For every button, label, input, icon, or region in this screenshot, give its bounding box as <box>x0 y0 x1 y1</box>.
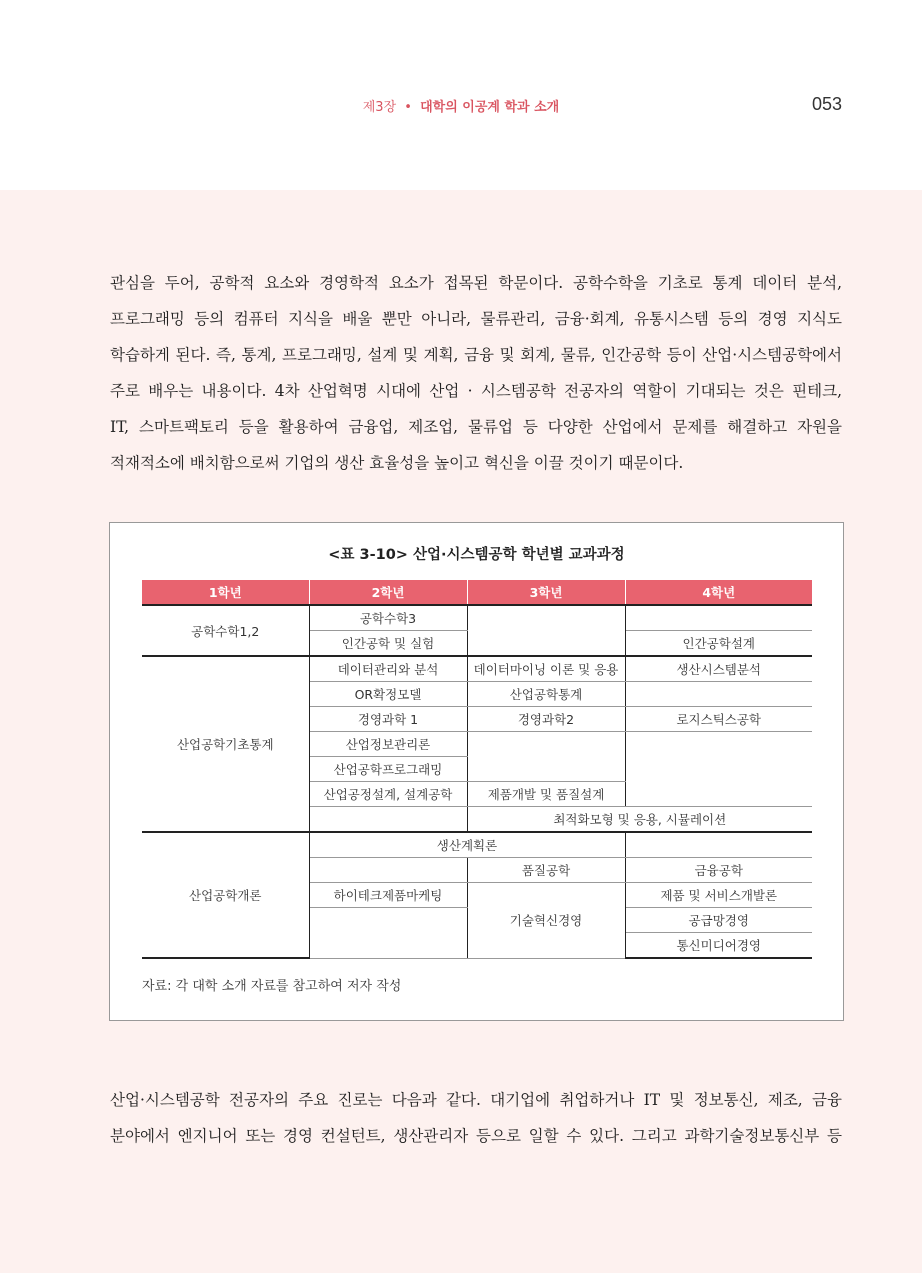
course-cell: 경영과학 1 <box>309 707 467 732</box>
course-cell: 산업공학프로그래밍 <box>309 757 467 782</box>
page-number: 053 <box>811 94 842 114</box>
header-year-1: 1학년 <box>142 580 309 605</box>
table-row <box>142 832 812 858</box>
course-cell: 기술혁신경영 <box>467 883 625 959</box>
course-cell: 산업공학기초통계 <box>142 656 309 832</box>
text-line: 관심을 두어, 공학적 요소와 경영학적 요소가 접목된 학문이다. 공학수학을 기초로 통계 데이터 분석, <box>110 274 842 292</box>
course-cell: 공학수학1,2 <box>142 605 309 656</box>
course-cell: 공급망경영 <box>625 908 812 933</box>
course-cell: 산업공학개론 <box>142 832 309 958</box>
table-source-note: 자료: 각 대학 소개 자료를 참고하여 저자 작성 <box>142 979 402 994</box>
body-paragraph-1 <box>110 265 842 481</box>
empty-cell <box>467 732 625 782</box>
table-caption: <표 3-10> 산업·시스템공학 학년별 교과과정 <box>328 547 625 563</box>
course-cell: 제품개발 및 품질설계 <box>467 782 625 807</box>
course-cell: 최적화모형 및 응용, 시뮬레이션 <box>467 807 812 833</box>
course-cell: 산업정보관리론 <box>309 732 467 757</box>
course-cell: 산업공학통계 <box>467 682 625 707</box>
course-cell: 생산계획론 <box>309 832 625 858</box>
text-line: 적재적소에 배치함으로써 기업의 생산 효율성을 높이고 혁신을 이끌 것이기 때문이다. <box>110 454 684 472</box>
table-row <box>142 656 812 682</box>
course-cell: 제품 및 서비스개발론 <box>625 883 812 908</box>
empty-cell <box>625 832 812 858</box>
chapter-separator: • <box>404 100 412 115</box>
empty-cell <box>467 605 625 656</box>
text-line: 프로그래밍 등의 컴퓨터 지식을 배울 뿐만 아니라, 물류관리, 금융·회계, 유통시스템 등의 경영 지식도 <box>110 310 842 328</box>
empty-cell <box>309 858 467 883</box>
curriculum-table-box <box>109 522 844 1021</box>
empty-cell <box>625 682 812 707</box>
course-cell: 데이터마이닝 이론 및 응용 <box>467 656 625 682</box>
course-cell: 통신미디어경영 <box>625 933 812 959</box>
text-line: IT, 스마트팩토리 등을 활용하여 금융업, 제조업, 물류업 등 다양한 산업에서 문제를 해결하고 자원을 <box>110 418 842 436</box>
chapter-title: 대학의 이공계 학과 소개 <box>420 100 560 115</box>
text-line: 분야에서 엔지니어 또는 경영 컨설턴트, 생산관리자 등으로 일할 수 있다. 그리고 과학기술정보통신부 등 <box>110 1127 842 1145</box>
course-cell: 품질공학 <box>467 858 625 883</box>
course-cell: 인간공학설계 <box>625 631 812 657</box>
chapter-number: 제3장 <box>362 100 397 115</box>
course-cell: 금융공학 <box>625 858 812 883</box>
table-header-row <box>142 580 812 605</box>
header-year-2: 2학년 <box>309 580 467 605</box>
empty-cell <box>309 807 467 833</box>
course-cell: 산업공정설계, 설계공학 <box>309 782 467 807</box>
header-year-3: 3학년 <box>467 580 625 605</box>
table-row <box>142 605 812 631</box>
header-year-4: 4학년 <box>625 580 812 605</box>
text-line: 산업·시스템공학 전공자의 주요 진로는 다음과 같다. 대기업에 취업하거나 IT 및 정보통신, 제조, 금융 <box>110 1091 842 1109</box>
empty-cell <box>309 908 467 959</box>
chapter-heading <box>0 96 922 115</box>
course-cell: 공학수학3 <box>309 605 467 631</box>
body-paragraph-2 <box>110 1082 842 1154</box>
empty-cell <box>625 732 812 807</box>
course-cell: 데이터관리와 분석 <box>309 656 467 682</box>
course-cell: 생산시스템분석 <box>625 656 812 682</box>
course-cell: OR확정모델 <box>309 682 467 707</box>
curriculum-table <box>142 580 812 959</box>
page-header <box>0 0 922 190</box>
course-cell: 경영과학2 <box>467 707 625 732</box>
empty-cell <box>625 605 812 631</box>
course-cell: 인간공학 및 실험 <box>309 631 467 657</box>
course-cell: 로지스틱스공학 <box>625 707 812 732</box>
course-cell: 하이테크제품마케팅 <box>309 883 467 908</box>
text-line: 주로 배우는 내용이다. 4차 산업혁명 시대에 산업 · 시스템공학 전공자의 역할이 기대되는 것은 핀테크, <box>110 382 842 400</box>
text-line: 학습하게 된다. 즉, 통계, 프로그래밍, 설계 및 계획, 금융 및 회계, 물류, 인간공학 등이 산업·시스템공학에서 <box>110 346 842 364</box>
